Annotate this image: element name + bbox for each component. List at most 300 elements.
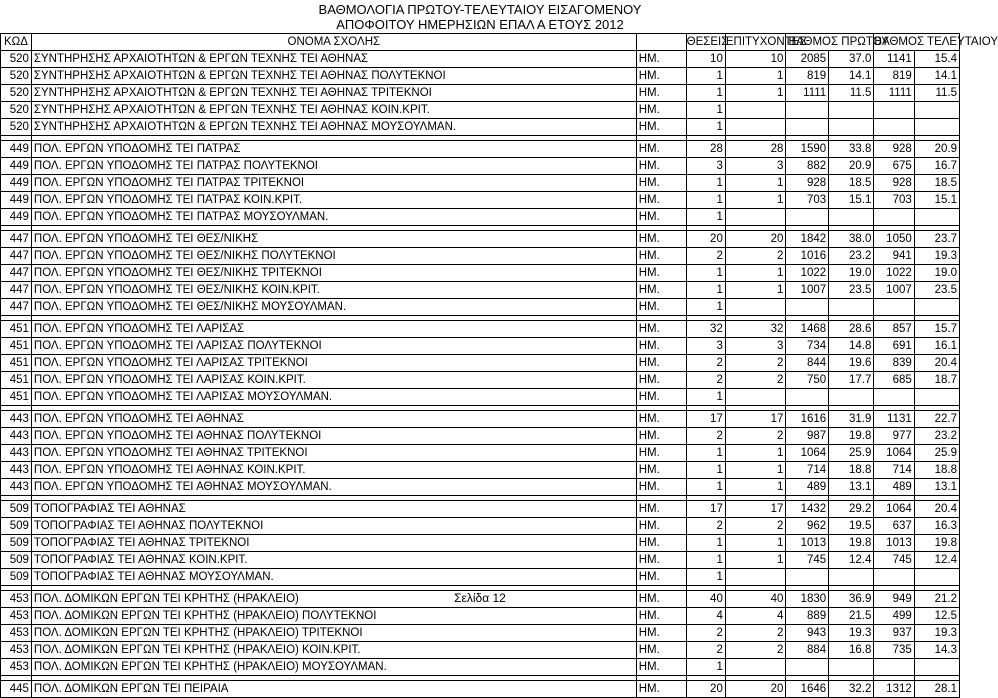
last-score-cell: 977 bbox=[874, 428, 914, 445]
table-row bbox=[1, 552, 960, 569]
first-score-cell: 734 bbox=[786, 338, 829, 355]
epityxontes-cell bbox=[725, 299, 786, 316]
type-cell: ΗΜ. bbox=[636, 158, 686, 175]
table-row bbox=[1, 102, 960, 119]
type-cell: ΗΜ. bbox=[636, 372, 686, 389]
last-score-cell: 637 bbox=[874, 518, 914, 535]
last-grade-cell: 22.7 bbox=[914, 411, 959, 428]
kod-cell: 451 bbox=[1, 321, 32, 338]
kod-cell: 520 bbox=[1, 119, 32, 136]
school-name-cell: ΤΟΠΟΓΡΑΦΙΑΣ ΤΕΙ ΑΘΗΝΑΣ ΜΟΥΣΟΥΛΜΑΝ. bbox=[31, 569, 636, 586]
theseis-cell: 1 bbox=[686, 209, 725, 226]
table-row bbox=[1, 119, 960, 136]
last-score-cell: 1007 bbox=[874, 282, 914, 299]
kod-cell: 453 bbox=[1, 659, 32, 676]
first-grade-cell bbox=[829, 569, 874, 586]
type-cell: ΗΜ. bbox=[636, 231, 686, 248]
theseis-cell: 2 bbox=[686, 355, 725, 372]
theseis-cell: 1 bbox=[686, 659, 725, 676]
epityxontes-cell: 3 bbox=[725, 158, 786, 175]
last-grade-cell: 20.9 bbox=[914, 141, 959, 158]
school-name-cell: ΣΥΝΤΗΡΗΣΗΣ ΑΡΧΑΙΟΤΗΤΩΝ & ΕΡΓΩΝ ΤΕΧΝΗΣ ΤΕΙ ΑΘΗΝΑΣ ΠΟΛΥΤΕΚΝΟΙ bbox=[31, 68, 636, 85]
school-name-cell: ΠΟΛ. ΕΡΓΩΝ ΥΠΟΔΟΜΗΣ ΤΕΙ ΠΑΤΡΑΣ ΠΟΛΥΤΕΚΝΟΙ bbox=[31, 158, 636, 175]
last-score-cell: 819 bbox=[874, 68, 914, 85]
table-row bbox=[1, 282, 960, 299]
last-grade-cell bbox=[914, 569, 959, 586]
school-name-cell: ΠΟΛ. ΕΡΓΩΝ ΥΠΟΔΟΜΗΣ ΤΕΙ ΑΘΗΝΑΣ ΤΡΙΤΕΚΝΟΙ bbox=[31, 445, 636, 462]
header-theseis: ΘΕΣΕΙΣ bbox=[686, 34, 725, 51]
table-row bbox=[1, 608, 960, 625]
kod-cell: 509 bbox=[1, 552, 32, 569]
table-row bbox=[1, 411, 960, 428]
theseis-cell: 1 bbox=[686, 192, 725, 209]
last-grade-cell bbox=[914, 119, 959, 136]
last-score-cell: 675 bbox=[874, 158, 914, 175]
epityxontes-cell: 2 bbox=[725, 625, 786, 642]
type-cell: ΗΜ. bbox=[636, 102, 686, 119]
first-score-cell bbox=[786, 102, 829, 119]
table-row bbox=[1, 501, 960, 518]
last-grade-cell: 23.2 bbox=[914, 428, 959, 445]
last-score-cell bbox=[874, 569, 914, 586]
type-cell: ΗΜ. bbox=[636, 535, 686, 552]
last-score-cell: 685 bbox=[874, 372, 914, 389]
school-name-cell: ΤΟΠΟΓΡΑΦΙΑΣ ΤΕΙ ΑΘΗΝΑΣ bbox=[31, 501, 636, 518]
kod-cell: 451 bbox=[1, 338, 32, 355]
last-grade-cell: 15.1 bbox=[914, 192, 959, 209]
kod-cell: 449 bbox=[1, 141, 32, 158]
last-score-cell bbox=[874, 119, 914, 136]
school-name-cell: ΠΟΛ. ΕΡΓΩΝ ΥΠΟΔΟΜΗΣ ΤΕΙ ΘΕΣ/ΝΙΚΗΣ ΚΟΙΝ.ΚΡΙΤ. bbox=[31, 282, 636, 299]
first-score-cell: 714 bbox=[786, 462, 829, 479]
epityxontes-cell: 1 bbox=[725, 175, 786, 192]
kod-cell: 449 bbox=[1, 209, 32, 226]
first-grade-cell bbox=[829, 209, 874, 226]
theseis-cell: 2 bbox=[686, 248, 725, 265]
epityxontes-cell: 4 bbox=[725, 608, 786, 625]
type-cell: ΗΜ. bbox=[636, 518, 686, 535]
table-row bbox=[1, 518, 960, 535]
kod-cell: 520 bbox=[1, 68, 32, 85]
epityxontes-cell: 2 bbox=[725, 355, 786, 372]
first-grade-cell: 25.9 bbox=[829, 445, 874, 462]
last-grade-cell: 19.3 bbox=[914, 248, 959, 265]
first-grade-cell: 15.1 bbox=[829, 192, 874, 209]
kod-cell: 447 bbox=[1, 265, 32, 282]
type-cell: ΗΜ. bbox=[636, 119, 686, 136]
table-row bbox=[1, 209, 960, 226]
last-grade-cell bbox=[914, 299, 959, 316]
last-grade-cell: 23.7 bbox=[914, 231, 959, 248]
epityxontes-cell: 10 bbox=[725, 51, 786, 68]
type-cell: ΗΜ. bbox=[636, 338, 686, 355]
school-name-cell: ΠΟΛ. ΕΡΓΩΝ ΥΠΟΔΟΜΗΣ ΤΕΙ ΠΑΤΡΑΣ ΚΟΙΝ.ΚΡΙΤ. bbox=[31, 192, 636, 209]
school-name-cell: ΠΟΛ. ΔΟΜΙΚΩΝ ΕΡΓΩΝ ΤΕΙ ΚΡΗΤΗΣ (ΗΡΑΚΛΕΙΟ) ΚΟΙΝ.ΚΡΙΤ. bbox=[31, 642, 636, 659]
theseis-cell: 1 bbox=[686, 282, 725, 299]
first-score-cell bbox=[786, 299, 829, 316]
epityxontes-cell bbox=[725, 209, 786, 226]
type-cell: ΗΜ. bbox=[636, 51, 686, 68]
kod-cell: 453 bbox=[1, 591, 32, 608]
first-grade-cell: 31.9 bbox=[829, 411, 874, 428]
first-grade-cell: 19.8 bbox=[829, 535, 874, 552]
table-row bbox=[1, 462, 960, 479]
first-grade-cell: 12.4 bbox=[829, 552, 874, 569]
table-row bbox=[1, 265, 960, 282]
last-score-cell: 839 bbox=[874, 355, 914, 372]
kod-cell: 453 bbox=[1, 608, 32, 625]
table-row bbox=[1, 681, 960, 698]
kod-cell: 509 bbox=[1, 569, 32, 586]
kod-cell: 449 bbox=[1, 158, 32, 175]
table-row bbox=[1, 192, 960, 209]
last-grade-cell: 19.8 bbox=[914, 535, 959, 552]
last-grade-cell: 14.1 bbox=[914, 68, 959, 85]
last-score-cell bbox=[874, 102, 914, 119]
first-score-cell: 1022 bbox=[786, 265, 829, 282]
last-score-cell: 691 bbox=[874, 338, 914, 355]
last-score-cell: 941 bbox=[874, 248, 914, 265]
theseis-cell: 1 bbox=[686, 479, 725, 496]
school-name-cell: ΠΟΛ. ΕΡΓΩΝ ΥΠΟΔΟΜΗΣ ΤΕΙ ΘΕΣ/ΝΙΚΗΣ ΜΟΥΣΟΥΛΜΑΝ. bbox=[31, 299, 636, 316]
first-grade-cell: 18.8 bbox=[829, 462, 874, 479]
first-grade-cell: 21.5 bbox=[829, 608, 874, 625]
first-score-cell: 1830 bbox=[786, 591, 829, 608]
type-cell: ΗΜ. bbox=[636, 389, 686, 406]
type-cell: ΗΜ. bbox=[636, 411, 686, 428]
first-score-cell: 962 bbox=[786, 518, 829, 535]
report-title: ΒΑΘΜΟΛΟΓΙΑ ΠΡΩΤΟΥ-ΤΕΛΕΥΤΑΙΟΥ ΕΙΣΑΓΟΜΕΝΟΥ bbox=[318, 2, 642, 17]
epityxontes-cell: 1 bbox=[725, 479, 786, 496]
theseis-cell: 1 bbox=[686, 119, 725, 136]
table-row bbox=[1, 428, 960, 445]
type-cell: ΗΜ. bbox=[636, 192, 686, 209]
school-name-cell: ΠΟΛ. ΕΡΓΩΝ ΥΠΟΔΟΜΗΣ ΤΕΙ ΘΕΣ/ΝΙΚΗΣ bbox=[31, 231, 636, 248]
first-grade-cell: 28.6 bbox=[829, 321, 874, 338]
kod-cell: 449 bbox=[1, 175, 32, 192]
theseis-cell: 2 bbox=[686, 518, 725, 535]
header-last-grade: ΒΑΘΜΟΣ ΤΕΛΕΥΤΑΙΟΥ bbox=[874, 34, 960, 51]
first-score-cell: 1016 bbox=[786, 248, 829, 265]
first-score-cell: 844 bbox=[786, 355, 829, 372]
last-score-cell bbox=[874, 659, 914, 676]
school-name-cell: ΠΟΛ. ΕΡΓΩΝ ΥΠΟΔΟΜΗΣ ΤΕΙ ΘΕΣ/ΝΙΚΗΣ ΤΡΙΤΕΚΝΟΙ bbox=[31, 265, 636, 282]
school-name-cell: ΠΟΛ. ΕΡΓΩΝ ΥΠΟΔΟΜΗΣ ΤΕΙ ΠΑΤΡΑΣ ΜΟΥΣΟΥΛΜΑΝ. bbox=[31, 209, 636, 226]
table-row bbox=[1, 479, 960, 496]
type-cell: ΗΜ. bbox=[636, 445, 686, 462]
school-name-cell: ΠΟΛ. ΔΟΜΙΚΩΝ ΕΡΓΩΝ ΤΕΙ ΚΡΗΤΗΣ (ΗΡΑΚΛΕΙΟ) ΜΟΥΣΟΥΛΜΑΝ. bbox=[31, 659, 636, 676]
theseis-cell: 1 bbox=[686, 102, 725, 119]
first-score-cell: 884 bbox=[786, 642, 829, 659]
first-score-cell: 987 bbox=[786, 428, 829, 445]
table-row bbox=[1, 445, 960, 462]
first-grade-cell: 38.0 bbox=[829, 231, 874, 248]
first-grade-cell: 33.8 bbox=[829, 141, 874, 158]
first-score-cell: 1842 bbox=[786, 231, 829, 248]
type-cell: ΗΜ. bbox=[636, 265, 686, 282]
table-row bbox=[1, 569, 960, 586]
first-score-cell bbox=[786, 389, 829, 406]
kod-cell: 509 bbox=[1, 501, 32, 518]
last-score-cell: 1141 bbox=[874, 51, 914, 68]
epityxontes-cell: 40 bbox=[725, 591, 786, 608]
first-score-cell: 745 bbox=[786, 552, 829, 569]
table-row bbox=[1, 625, 960, 642]
last-grade-cell: 15.7 bbox=[914, 321, 959, 338]
type-cell: ΗΜ. bbox=[636, 175, 686, 192]
school-name-cell: ΣΥΝΤΗΡΗΣΗΣ ΑΡΧΑΙΟΤΗΤΩΝ & ΕΡΓΩΝ ΤΕΧΝΗΣ ΤΕΙ ΑΘΗΝΑΣ bbox=[31, 51, 636, 68]
last-grade-cell: 12.4 bbox=[914, 552, 959, 569]
last-grade-cell: 15.4 bbox=[914, 51, 959, 68]
school-name-cell: ΠΟΛ. ΕΡΓΩΝ ΥΠΟΔΟΜΗΣ ΤΕΙ ΑΘΗΝΑΣ ΠΟΛΥΤΕΚΝΟΙ bbox=[31, 428, 636, 445]
type-cell: ΗΜ. bbox=[636, 321, 686, 338]
first-score-cell bbox=[786, 119, 829, 136]
first-grade-cell bbox=[829, 389, 874, 406]
table-row bbox=[1, 248, 960, 265]
type-cell: ΗΜ. bbox=[636, 608, 686, 625]
first-score-cell: 1646 bbox=[786, 681, 829, 698]
theseis-cell: 1 bbox=[686, 445, 725, 462]
last-score-cell: 1013 bbox=[874, 535, 914, 552]
first-grade-cell: 11.5 bbox=[829, 85, 874, 102]
first-score-cell: 1616 bbox=[786, 411, 829, 428]
first-score-cell bbox=[786, 209, 829, 226]
first-score-cell: 1007 bbox=[786, 282, 829, 299]
first-grade-cell: 17.7 bbox=[829, 372, 874, 389]
table-row bbox=[1, 642, 960, 659]
epityxontes-cell: 32 bbox=[725, 321, 786, 338]
school-name-cell: ΠΟΛ. ΕΡΓΩΝ ΥΠΟΔΟΜΗΣ ΤΕΙ ΛΑΡΙΣΑΣ ΠΟΛΥΤΕΚΝΟΙ bbox=[31, 338, 636, 355]
first-score-cell: 750 bbox=[786, 372, 829, 389]
last-grade-cell: 19.3 bbox=[914, 625, 959, 642]
school-name-cell: ΤΟΠΟΓΡΑΦΙΑΣ ΤΕΙ ΑΘΗΝΑΣ ΤΡΙΤΕΚΝΟΙ bbox=[31, 535, 636, 552]
first-grade-cell: 36.9 bbox=[829, 591, 874, 608]
first-score-cell: 882 bbox=[786, 158, 829, 175]
type-cell: ΗΜ. bbox=[636, 462, 686, 479]
first-score-cell: 1111 bbox=[786, 85, 829, 102]
school-name-cell: ΠΟΛ. ΔΟΜΙΚΩΝ ΕΡΓΩΝ ΤΕΙ ΚΡΗΤΗΣ (ΗΡΑΚΛΕΙΟ) bbox=[31, 591, 636, 608]
first-grade-cell: 16.8 bbox=[829, 642, 874, 659]
epityxontes-cell: 1 bbox=[725, 282, 786, 299]
last-grade-cell: 20.4 bbox=[914, 501, 959, 518]
header-epityxontes: ΕΠΙΤΥΧΟΝΤΕΣ bbox=[725, 34, 786, 51]
epityxontes-cell: 1 bbox=[725, 192, 786, 209]
last-grade-cell: 13.1 bbox=[914, 479, 959, 496]
last-score-cell: 1050 bbox=[874, 231, 914, 248]
theseis-cell: 1 bbox=[686, 68, 725, 85]
type-cell: ΗΜ. bbox=[636, 209, 686, 226]
epityxontes-cell: 20 bbox=[725, 681, 786, 698]
theseis-cell: 17 bbox=[686, 501, 725, 518]
epityxontes-cell: 1 bbox=[725, 552, 786, 569]
type-cell: ΗΜ. bbox=[636, 659, 686, 676]
table-row bbox=[1, 659, 960, 676]
last-grade-cell: 14.3 bbox=[914, 642, 959, 659]
table-row bbox=[1, 158, 960, 175]
theseis-cell: 17 bbox=[686, 411, 725, 428]
epityxontes-cell: 2 bbox=[725, 428, 786, 445]
epityxontes-cell bbox=[725, 102, 786, 119]
first-grade-cell: 18.5 bbox=[829, 175, 874, 192]
last-score-cell: 714 bbox=[874, 462, 914, 479]
kod-cell: 443 bbox=[1, 411, 32, 428]
last-score-cell bbox=[874, 299, 914, 316]
last-grade-cell bbox=[914, 209, 959, 226]
school-name-cell: ΠΟΛ. ΕΡΓΩΝ ΥΠΟΔΟΜΗΣ ΤΕΙ ΛΑΡΙΣΑΣ ΚΟΙΝ.ΚΡΙΤ. bbox=[31, 372, 636, 389]
last-score-cell: 703 bbox=[874, 192, 914, 209]
type-cell: ΗΜ. bbox=[636, 282, 686, 299]
header-first-grade: ΒΑΘΜΟΣ ΠΡΩΤΟΥ bbox=[786, 34, 874, 51]
type-cell: ΗΜ. bbox=[636, 68, 686, 85]
first-score-cell: 1590 bbox=[786, 141, 829, 158]
type-cell: ΗΜ. bbox=[636, 85, 686, 102]
table-row bbox=[1, 85, 960, 102]
epityxontes-cell: 1 bbox=[725, 462, 786, 479]
header-kod: ΚΩΔ bbox=[1, 34, 32, 51]
last-score-cell: 1312 bbox=[874, 681, 914, 698]
first-grade-cell: 32.2 bbox=[829, 681, 874, 698]
kod-cell: 453 bbox=[1, 625, 32, 642]
kod-cell: 447 bbox=[1, 282, 32, 299]
epityxontes-cell: 1 bbox=[725, 535, 786, 552]
last-score-cell: 1131 bbox=[874, 411, 914, 428]
first-grade-cell: 19.5 bbox=[829, 518, 874, 535]
epityxontes-cell: 17 bbox=[725, 501, 786, 518]
last-score-cell: 1064 bbox=[874, 501, 914, 518]
kod-cell: 509 bbox=[1, 518, 32, 535]
last-grade-cell: 20.4 bbox=[914, 355, 959, 372]
first-score-cell bbox=[786, 659, 829, 676]
epityxontes-cell: 20 bbox=[725, 231, 786, 248]
kod-cell: 520 bbox=[1, 85, 32, 102]
theseis-cell: 10 bbox=[686, 51, 725, 68]
first-score-cell: 1432 bbox=[786, 501, 829, 518]
first-grade-cell: 14.8 bbox=[829, 338, 874, 355]
kod-cell: 445 bbox=[1, 681, 32, 698]
theseis-cell: 1 bbox=[686, 175, 725, 192]
page-number: Σελίδα 12 bbox=[454, 591, 506, 605]
table-row bbox=[1, 175, 960, 192]
last-score-cell: 857 bbox=[874, 321, 914, 338]
last-grade-cell: 25.9 bbox=[914, 445, 959, 462]
type-cell: ΗΜ. bbox=[636, 428, 686, 445]
school-name-cell: ΠΟΛ. ΕΡΓΩΝ ΥΠΟΔΟΜΗΣ ΤΕΙ ΠΑΤΡΑΣ bbox=[31, 141, 636, 158]
kod-cell: 447 bbox=[1, 231, 32, 248]
school-name-cell: ΤΟΠΟΓΡΑΦΙΑΣ ΤΕΙ ΑΘΗΝΑΣ ΚΟΙΝ.ΚΡΙΤ. bbox=[31, 552, 636, 569]
table-row bbox=[1, 355, 960, 372]
last-grade-cell: 21.2 bbox=[914, 591, 959, 608]
theseis-cell: 1 bbox=[686, 299, 725, 316]
last-score-cell: 928 bbox=[874, 175, 914, 192]
kod-cell: 443 bbox=[1, 479, 32, 496]
school-name-cell: ΣΥΝΤΗΡΗΣΗΣ ΑΡΧΑΙΟΤΗΤΩΝ & ΕΡΓΩΝ ΤΕΧΝΗΣ ΤΕΙ ΑΘΗΝΑΣ ΤΡΙΤΕΚΝΟΙ bbox=[31, 85, 636, 102]
epityxontes-cell: 17 bbox=[725, 411, 786, 428]
kod-cell: 443 bbox=[1, 428, 32, 445]
epityxontes-cell bbox=[725, 119, 786, 136]
type-cell: ΗΜ. bbox=[636, 552, 686, 569]
kod-cell: 451 bbox=[1, 355, 32, 372]
first-score-cell: 1468 bbox=[786, 321, 829, 338]
first-grade-cell: 19.8 bbox=[829, 428, 874, 445]
school-name-cell: ΠΟΛ. ΔΟΜΙΚΩΝ ΕΡΓΩΝ ΤΕΙ ΚΡΗΤΗΣ (ΗΡΑΚΛΕΙΟ) ΤΡΙΤΕΚΝΟΙ bbox=[31, 625, 636, 642]
school-name-cell: ΣΥΝΤΗΡΗΣΗΣ ΑΡΧΑΙΟΤΗΤΩΝ & ΕΡΓΩΝ ΤΕΧΝΗΣ ΤΕΙ ΑΘΗΝΑΣ ΜΟΥΣΟΥΛΜΑΝ. bbox=[31, 119, 636, 136]
school-name-cell: ΠΟΛ. ΕΡΓΩΝ ΥΠΟΔΟΜΗΣ ΤΕΙ ΑΘΗΝΑΣ ΚΟΙΝ.ΚΡΙΤ. bbox=[31, 462, 636, 479]
last-grade-cell: 23.5 bbox=[914, 282, 959, 299]
type-cell: ΗΜ. bbox=[636, 569, 686, 586]
school-name-cell: ΠΟΛ. ΕΡΓΩΝ ΥΠΟΔΟΜΗΣ ΤΕΙ ΛΑΡΙΣΑΣ ΤΡΙΤΕΚΝΟΙ bbox=[31, 355, 636, 372]
table-header-row bbox=[1, 34, 960, 51]
last-grade-cell bbox=[914, 389, 959, 406]
kod-cell: 520 bbox=[1, 102, 32, 119]
type-cell: ΗΜ. bbox=[636, 625, 686, 642]
first-score-cell: 1064 bbox=[786, 445, 829, 462]
last-score-cell: 489 bbox=[874, 479, 914, 496]
last-grade-cell: 16.1 bbox=[914, 338, 959, 355]
theseis-cell: 3 bbox=[686, 338, 725, 355]
last-score-cell: 1022 bbox=[874, 265, 914, 282]
table-row bbox=[1, 338, 960, 355]
theseis-cell: 1 bbox=[686, 535, 725, 552]
first-score-cell: 489 bbox=[786, 479, 829, 496]
kod-cell: 447 bbox=[1, 299, 32, 316]
first-score-cell: 1013 bbox=[786, 535, 829, 552]
theseis-cell: 28 bbox=[686, 141, 725, 158]
table-row bbox=[1, 372, 960, 389]
school-name-cell: ΠΟΛ. ΕΡΓΩΝ ΥΠΟΔΟΜΗΣ ΤΕΙ ΑΘΗΝΑΣ bbox=[31, 411, 636, 428]
theseis-cell: 2 bbox=[686, 642, 725, 659]
table-row bbox=[1, 389, 960, 406]
first-grade-cell: 29.2 bbox=[829, 501, 874, 518]
first-grade-cell: 13.1 bbox=[829, 479, 874, 496]
epityxontes-cell: 3 bbox=[725, 338, 786, 355]
first-grade-cell bbox=[829, 299, 874, 316]
type-cell: ΗΜ. bbox=[636, 479, 686, 496]
theseis-cell: 1 bbox=[686, 389, 725, 406]
last-grade-cell bbox=[914, 102, 959, 119]
header-name: ΟΝΟΜΑ ΣΧΟΛΗΣ bbox=[31, 34, 636, 51]
last-grade-cell bbox=[914, 659, 959, 676]
theseis-cell: 20 bbox=[686, 231, 725, 248]
last-score-cell: 1111 bbox=[874, 85, 914, 102]
school-name-cell: ΤΟΠΟΓΡΑΦΙΑΣ ΤΕΙ ΑΘΗΝΑΣ ΠΟΛΥΤΕΚΝΟΙ bbox=[31, 518, 636, 535]
epityxontes-cell bbox=[725, 659, 786, 676]
epityxontes-cell: 1 bbox=[725, 445, 786, 462]
theseis-cell: 40 bbox=[686, 591, 725, 608]
theseis-cell: 1 bbox=[686, 552, 725, 569]
first-grade-cell: 23.5 bbox=[829, 282, 874, 299]
last-grade-cell: 16.3 bbox=[914, 518, 959, 535]
first-score-cell: 819 bbox=[786, 68, 829, 85]
theseis-cell: 1 bbox=[686, 265, 725, 282]
last-score-cell: 1064 bbox=[874, 445, 914, 462]
table-row bbox=[1, 141, 960, 158]
type-cell: ΗΜ. bbox=[636, 501, 686, 518]
theseis-cell: 1 bbox=[686, 85, 725, 102]
last-score-cell: 937 bbox=[874, 625, 914, 642]
type-cell: ΗΜ. bbox=[636, 248, 686, 265]
kod-cell: 447 bbox=[1, 248, 32, 265]
epityxontes-cell: 2 bbox=[725, 372, 786, 389]
table-row bbox=[1, 299, 960, 316]
school-name-cell: ΣΥΝΤΗΡΗΣΗΣ ΑΡΧΑΙΟΤΗΤΩΝ & ΕΡΓΩΝ ΤΕΧΝΗΣ ΤΕΙ ΑΘΗΝΑΣ ΚΟΙΝ.ΚΡΙΤ. bbox=[31, 102, 636, 119]
school-name-cell: ΠΟΛ. ΔΟΜΙΚΩΝ ΕΡΓΩΝ ΤΕΙ ΚΡΗΤΗΣ (ΗΡΑΚΛΕΙΟ) ΠΟΛΥΤΕΚΝΟΙ bbox=[31, 608, 636, 625]
first-score-cell: 703 bbox=[786, 192, 829, 209]
epityxontes-cell bbox=[725, 389, 786, 406]
table-row bbox=[1, 68, 960, 85]
school-name-cell: ΠΟΛ. ΕΡΓΩΝ ΥΠΟΔΟΜΗΣ ΤΕΙ ΑΘΗΝΑΣ ΜΟΥΣΟΥΛΜΑΝ. bbox=[31, 479, 636, 496]
epityxontes-cell bbox=[725, 569, 786, 586]
first-grade-cell: 19.3 bbox=[829, 625, 874, 642]
